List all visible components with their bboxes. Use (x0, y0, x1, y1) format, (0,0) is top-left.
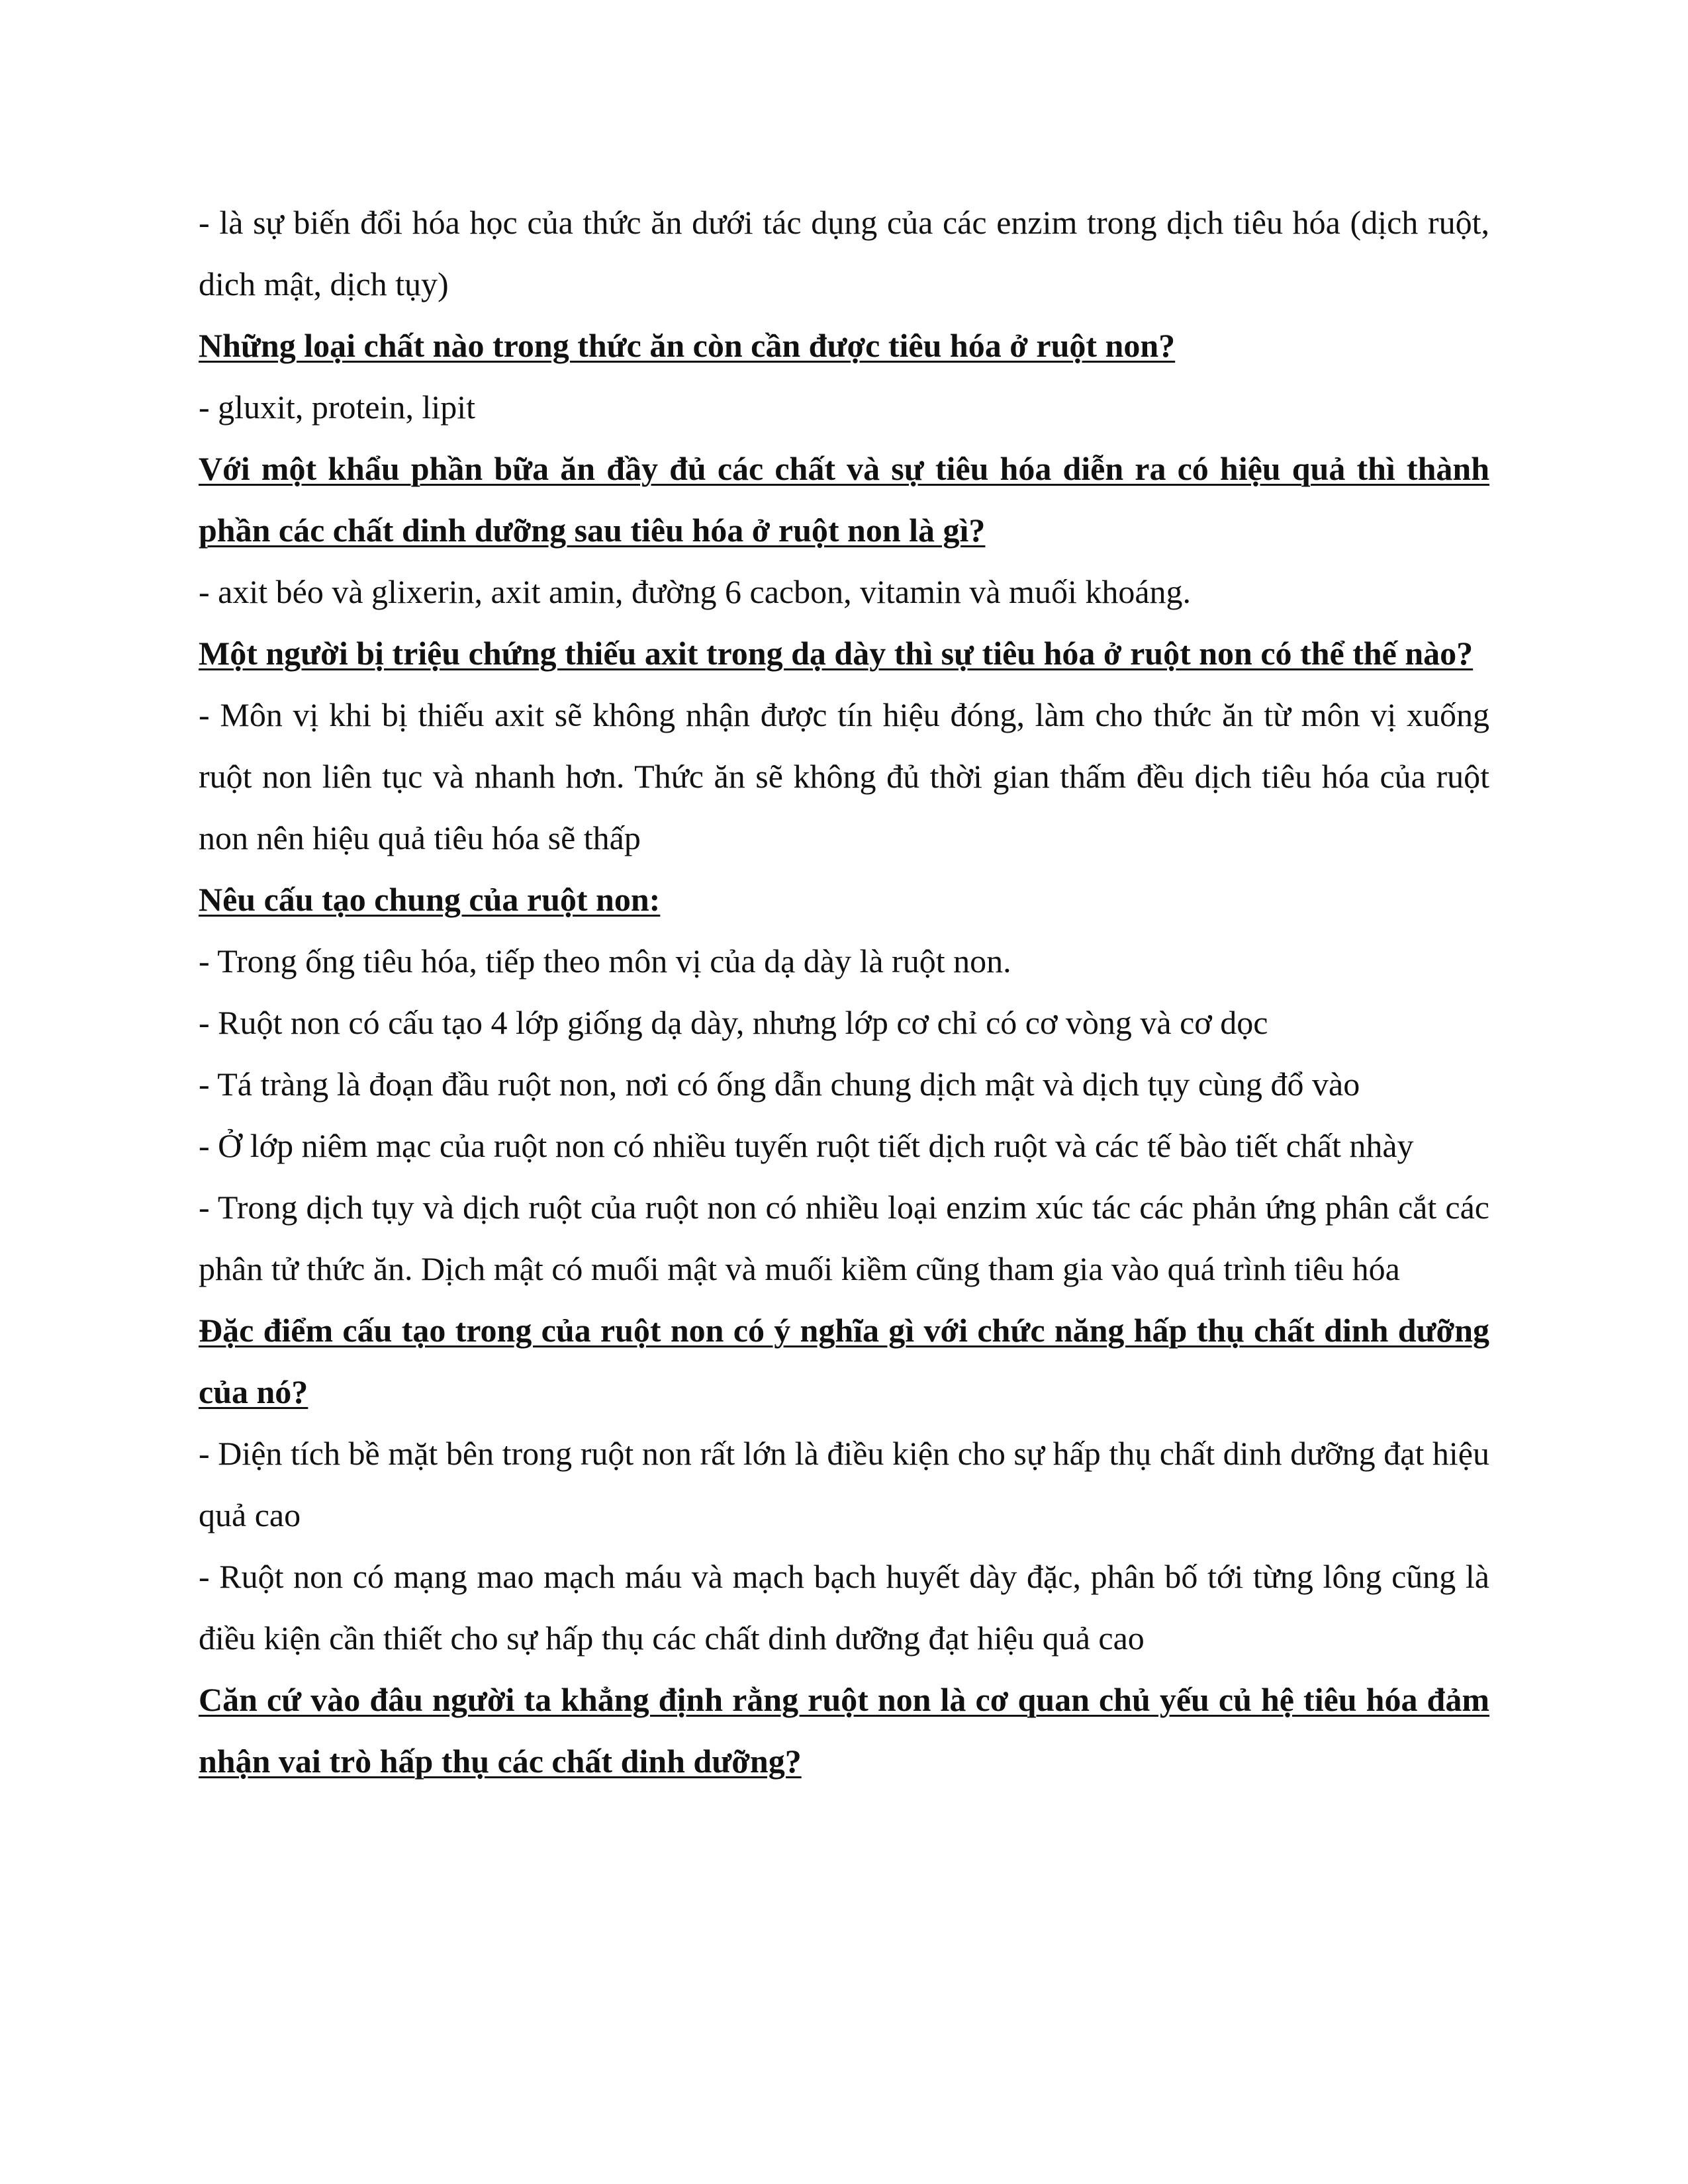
answer-text: - Trong dịch tụy và dịch ruột của ruột non có nhiều loại enzim xúc tác các phản ứng phân cắt các phân tử thức ăn. Dịch mật có muối mật và muối kiềm cũng tham gia vào quá trình tiêu hóa (199, 1189, 1489, 1287)
answer-text: - Tá tràng là đoạn đầu ruột non, nơi có ống dẫn chung dịch mật và dịch tụy cùng đổ vào (199, 1066, 1360, 1103)
answer-text: - Môn vị khi bị thiếu axit sẽ không nhận được tín hiệu đóng, làm cho thức ăn từ môn vị xuống ruột non liên tục và nhanh hơn. Thức ăn sẽ không đủ thời gian thấm đều dịch tiêu hóa của ruột non nên hiệu quả tiêu hóa sẽ thấp (199, 696, 1489, 856)
answer-text: - Ở lớp niêm mạc của ruột non có nhiều tuyến ruột tiết dịch ruột và các tế bào tiết chất nhày (199, 1127, 1414, 1164)
answer-text: - gluxit, protein, lipit (199, 388, 476, 426)
question-heading: Những loại chất nào trong thức ăn còn cần được tiêu hóa ở ruột non? (199, 327, 1176, 364)
answer-text: - Ruột non có mạng mao mạch máu và mạch bạch huyết dày đặc, phân bố tới từng lông cũng là điều kiện cần thiết cho sự hấp thụ các chất dinh dưỡng đạt hiệu quả cao (199, 1558, 1489, 1657)
answer-text: - là sự biến đổi hóa học của thức ăn dưới tác dụng của các enzim trong dịch tiêu hóa (dịch ruột, dich mật, dịch tụy) (199, 204, 1489, 302)
question-heading: Đặc điểm cấu tạo trong của ruột non có ý nghĩa gì với chức năng hấp thụ chất dinh dưỡng của nó? (199, 1312, 1489, 1410)
answer-text: - Trong ống tiêu hóa, tiếp theo môn vị của dạ dày là ruột non. (199, 942, 1011, 979)
answer-text: - axit béo và glixerin, axit amin, đường 6 cacbon, vitamin và muối khoáng. (199, 573, 1192, 610)
question-heading: Nêu cấu tạo chung của ruột non: (199, 881, 661, 918)
question-heading: Với một khẩu phần bữa ăn đầy đủ các chất và sự tiêu hóa diễn ra có hiệu quả thì thành phần các chất dinh dưỡng sau tiêu hóa ở ruột non là gì? (199, 450, 1489, 549)
answer-text: - Diện tích bề mặt bên trong ruột non rất lớn là điều kiện cho sự hấp thụ chất dinh dưỡng đạt hiệu quả cao (199, 1435, 1489, 1533)
document-body (199, 192, 1489, 1792)
question-heading: Căn cứ vào đâu người ta khẳng định rằng ruột non là cơ quan chủ yếu củ hệ tiêu hóa đảm nhận vai trò hấp thụ các chất dinh dưỡng? (199, 1681, 1489, 1780)
question-heading: Một người bị triệu chứng thiếu axit trong dạ dày thì sự tiêu hóa ở ruột non có thể thế nào? (199, 635, 1474, 672)
answer-text: - Ruột non có cấu tạo 4 lớp giống dạ dày, nhưng lớp cơ chỉ có cơ vòng và cơ dọc (199, 1004, 1268, 1041)
